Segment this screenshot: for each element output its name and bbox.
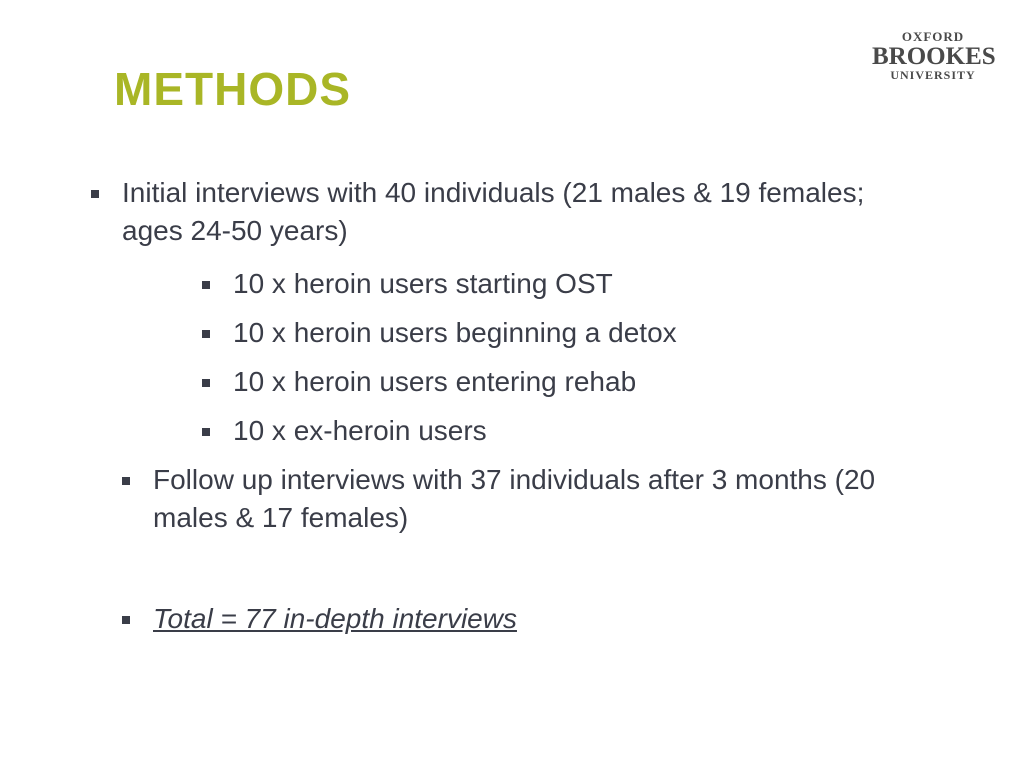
bullet-item (153, 600, 893, 638)
bullet-text: 10 x heroin users beginning a detox (233, 317, 677, 348)
square-bullet-icon (202, 379, 210, 387)
logo-text-oxford: OXFORD (901, 29, 965, 44)
logo-text-brookes: BROOKES (872, 43, 996, 70)
bullet-item (233, 265, 933, 303)
slide-title: METHODS (114, 63, 351, 115)
oxford-brookes-logo (872, 30, 994, 84)
logo-text-university: UNIVERSITY (890, 68, 976, 82)
bullet-item (233, 363, 933, 401)
bullet-text: Follow up interviews with 37 individuals after 3 months (20 males & 17 females) (153, 464, 876, 533)
bullet-item (122, 174, 922, 250)
square-bullet-icon (202, 281, 210, 289)
bullet-text: Initial interviews with 40 individuals (21 males & 19 females; ages 24-50 years) (122, 177, 865, 246)
bullet-item (153, 461, 893, 537)
square-bullet-icon (122, 616, 130, 624)
square-bullet-icon (122, 477, 130, 485)
bullet-text-total: Total = 77 in-depth interviews (153, 603, 517, 634)
square-bullet-icon (202, 330, 210, 338)
bullet-text: 10 x ex-heroin users (233, 415, 487, 446)
bullet-text: 10 x heroin users entering rehab (233, 366, 637, 397)
bullet-item (233, 314, 933, 352)
bullet-text: 10 x heroin users starting OST (233, 268, 613, 299)
bullet-item (233, 412, 933, 450)
square-bullet-icon (91, 190, 99, 198)
square-bullet-icon (202, 428, 210, 436)
